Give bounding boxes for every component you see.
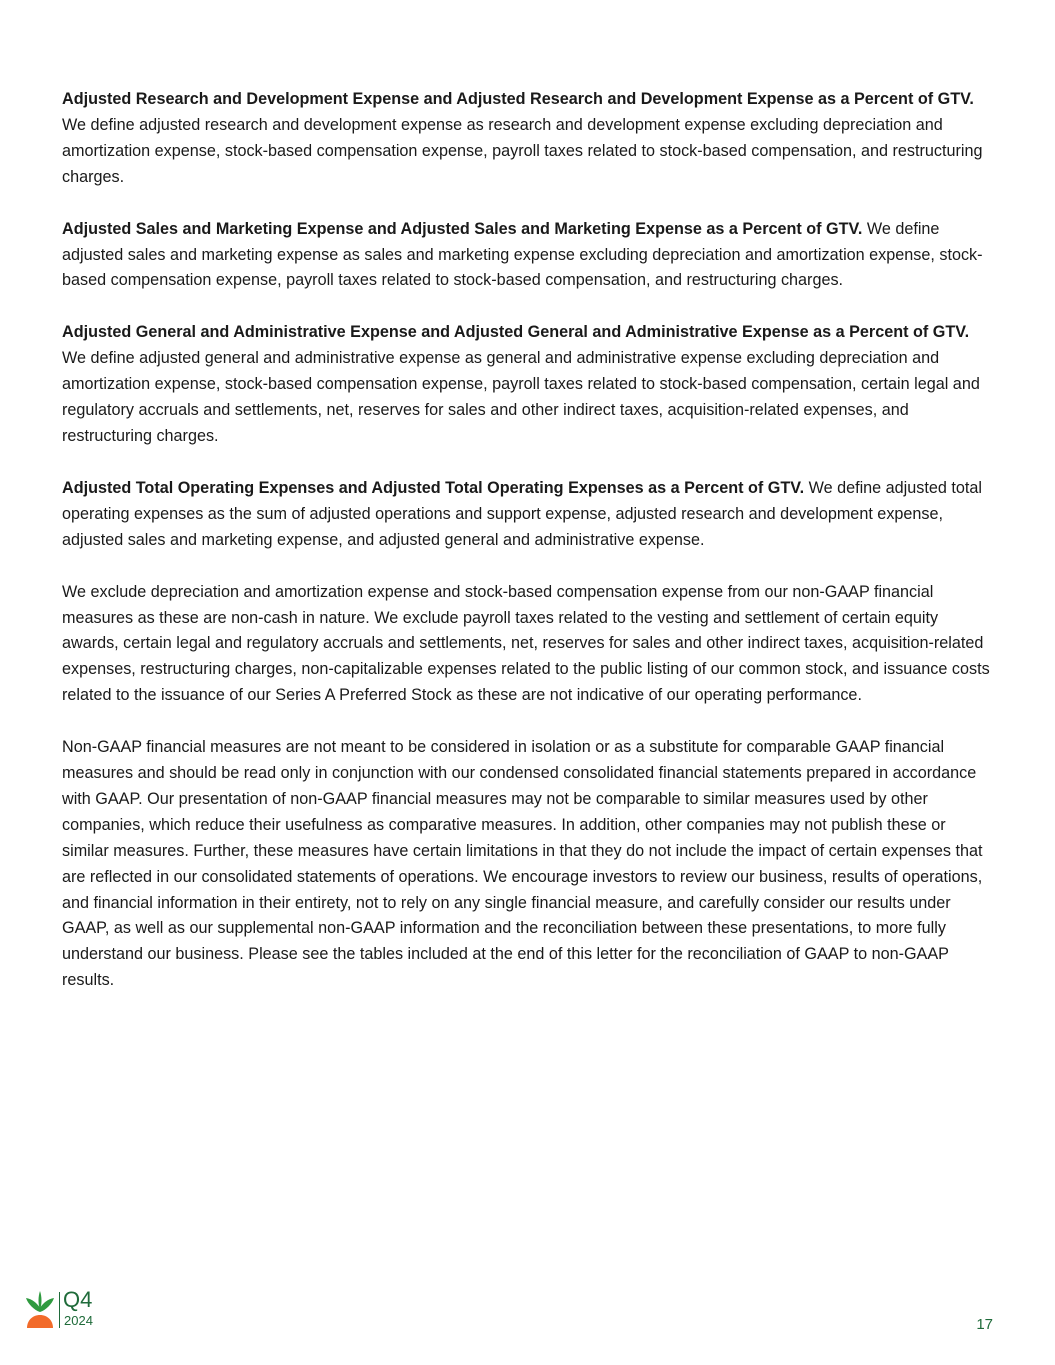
logo-divider: [59, 1292, 60, 1328]
paragraph-heading: Adjusted Research and Development Expense and Adjusted Research and Development Expense as a Percent of GTV.: [62, 90, 974, 108]
paragraph-adjusted-sales-marketing: [62, 217, 992, 295]
paragraph-adjusted-rnd: [62, 87, 992, 191]
footer-logo: [24, 1288, 114, 1334]
page-number: 17: [976, 1316, 993, 1333]
paragraph-non-gaap-limitations: [62, 735, 992, 994]
paragraph-text: We define adjusted sales and marketing expense as sales and marketing expense excluding depreciation and amortization expense, stock-based compensation expense, payroll taxes related to stock-based compensation, and restructuring charges.: [62, 219, 983, 290]
paragraph-heading: Adjusted Sales and Marketing Expense and Adjusted Sales and Marketing Expense as a Percent of GTV.: [62, 219, 863, 238]
paragraph-text: We define adjusted general and administrative expense as general and administrative expense excluding depreciation and amortization expense, stock-based compensation expense, payroll taxes related to stock-based compensation, certain legal and regulatory accruals and settlements, net, reserves for sales and other indirect taxes, acquisition-related expenses, and restructuring charges.: [62, 349, 980, 445]
document-body: [62, 87, 992, 1020]
report-quarter: Q4: [63, 1287, 93, 1312]
paragraph-text: Non-GAAP financial measures are not meant to be considered in isolation or as a substitute for comparable GAAP financial measures and should be read only in conjunction with our condensed consolidated financial statements prepared in accordance with GAAP. Our presentation of non-GAAP financial measures may not be comparable to similar measures used by other companies, which reduce their usefulness as comparative measures. In addition, other companies may not publish these or similar measures. Further, these measures have certain limitations in that they do not include the impact of certain expenses that are reflected in our consolidated statements of operations. We encourage investors to review our business, results of operations, and financial information in their entirety, not to rely on any single financial measure, and carefully consider our results under GAAP, as well as our supplemental non-GAAP information and the reconciliation between these presentations, to more fully understand our business. Please see the tables included at the end of this letter for the reconciliation of GAAP to non-GAAP results.: [62, 738, 983, 990]
carrot-logo-icon: [24, 1290, 56, 1330]
paragraph-heading: Adjusted General and Administrative Expense and Adjusted General and Administrative Expense as a Percent of GTV.: [62, 323, 970, 342]
paragraph-adjusted-gna: [62, 320, 992, 450]
paragraph-text: We exclude depreciation and amortization expense and stock-based compensation expense from our non-GAAP financial measures as these are non-cash in nature. We exclude payroll taxes related to the vesting and settlement of certain equity awards, certain legal and regulatory accruals and settlements, net, reserves for sales and other indirect taxes, acquisition-related expenses, restructuring charges, non-capitalizable expenses related to the public listing of our common stock, and issuance costs related to the issuance of our Series A Preferred Stock as these are not indicative of our operating performance.: [62, 582, 990, 705]
paragraph-text: We define adjusted total operating expenses as the sum of adjusted operations and support expense, adjusted research and development expense, adjusted sales and marketing expense, and adjusted general and administrative expense.: [62, 478, 982, 549]
paragraph-heading: Adjusted Total Operating Expenses and Adjusted Total Operating Expenses as a Percent of GTV.: [62, 478, 805, 497]
paragraph-adjusted-total-opex: [62, 476, 992, 554]
paragraph-text: We define adjusted research and development expense as research and development expense excluding depreciation and amortization expense, stock-based compensation expense, payroll taxes related to stock-based compensation, and restructuring charges.: [62, 115, 983, 186]
paragraph-exclusions: [62, 580, 992, 710]
report-year: 2024: [64, 1313, 93, 1328]
